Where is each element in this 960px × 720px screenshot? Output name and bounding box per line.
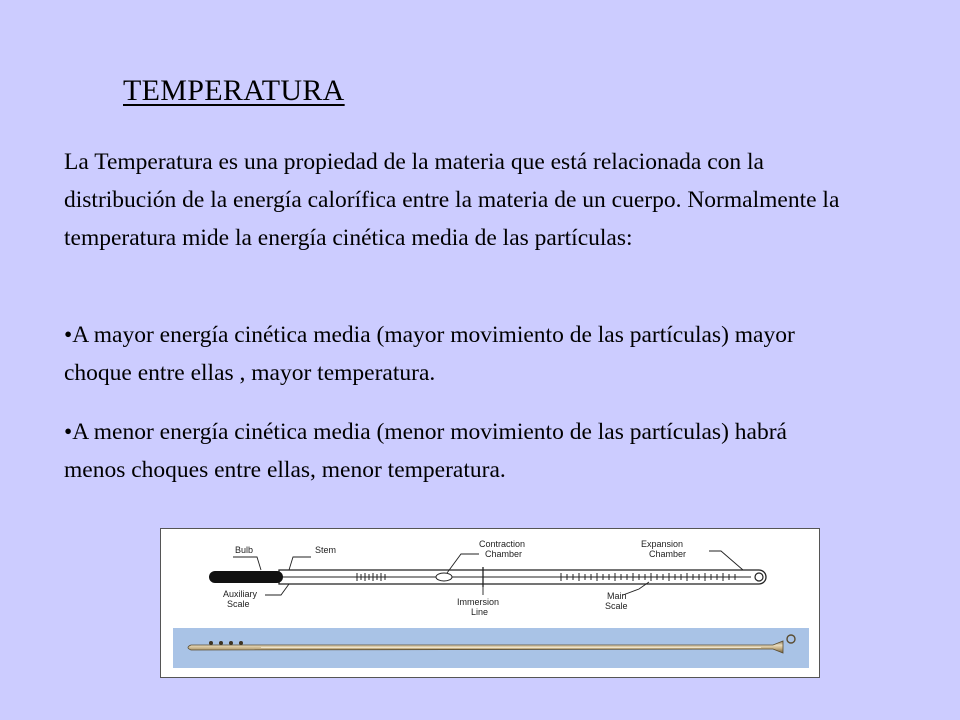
label-immersion-2: Line bbox=[471, 607, 489, 617]
label-immersion: Immersion bbox=[457, 597, 500, 607]
label-contraction: Contraction bbox=[479, 539, 526, 549]
thermometer-drawing bbox=[209, 539, 766, 617]
label-auxiliary-2: Scale bbox=[227, 599, 250, 609]
label-auxiliary: Auxiliary bbox=[223, 589, 258, 599]
bullet-item-higher-energy: •A mayor energía cinética media (mayor movimiento de las partículas) mayor choque entre ellas , mayor temperatura. bbox=[64, 322, 795, 386]
label-bulb: Bulb bbox=[235, 545, 254, 555]
bulb-shape bbox=[209, 571, 283, 583]
thermometer-diagram bbox=[161, 529, 819, 677]
intro-paragraph: La Temperatura es una propiedad de la materia que está relacionada con la distribución de la energía calorífica entre la materia de un cuerpo. Normalmente la temperatura mide la energía cinética media de las partículas: bbox=[64, 149, 840, 251]
bullet-item-lower-energy: •A menor energía cinética media (menor movimiento de las partículas) habrá menos choques entre ellas, menor temperatura. bbox=[64, 419, 787, 483]
label-expansion-2: Chamber bbox=[649, 549, 687, 559]
label-stem: Stem bbox=[315, 545, 337, 555]
label-main: Main bbox=[607, 591, 627, 601]
slide-title: TEMPERATURA bbox=[123, 74, 345, 107]
label-main-2: Scale bbox=[605, 601, 628, 611]
thermometer-photo bbox=[173, 628, 809, 668]
label-expansion: Expansion bbox=[641, 539, 684, 549]
thermometer-figure bbox=[160, 528, 820, 678]
label-contraction-2: Chamber bbox=[485, 549, 523, 559]
